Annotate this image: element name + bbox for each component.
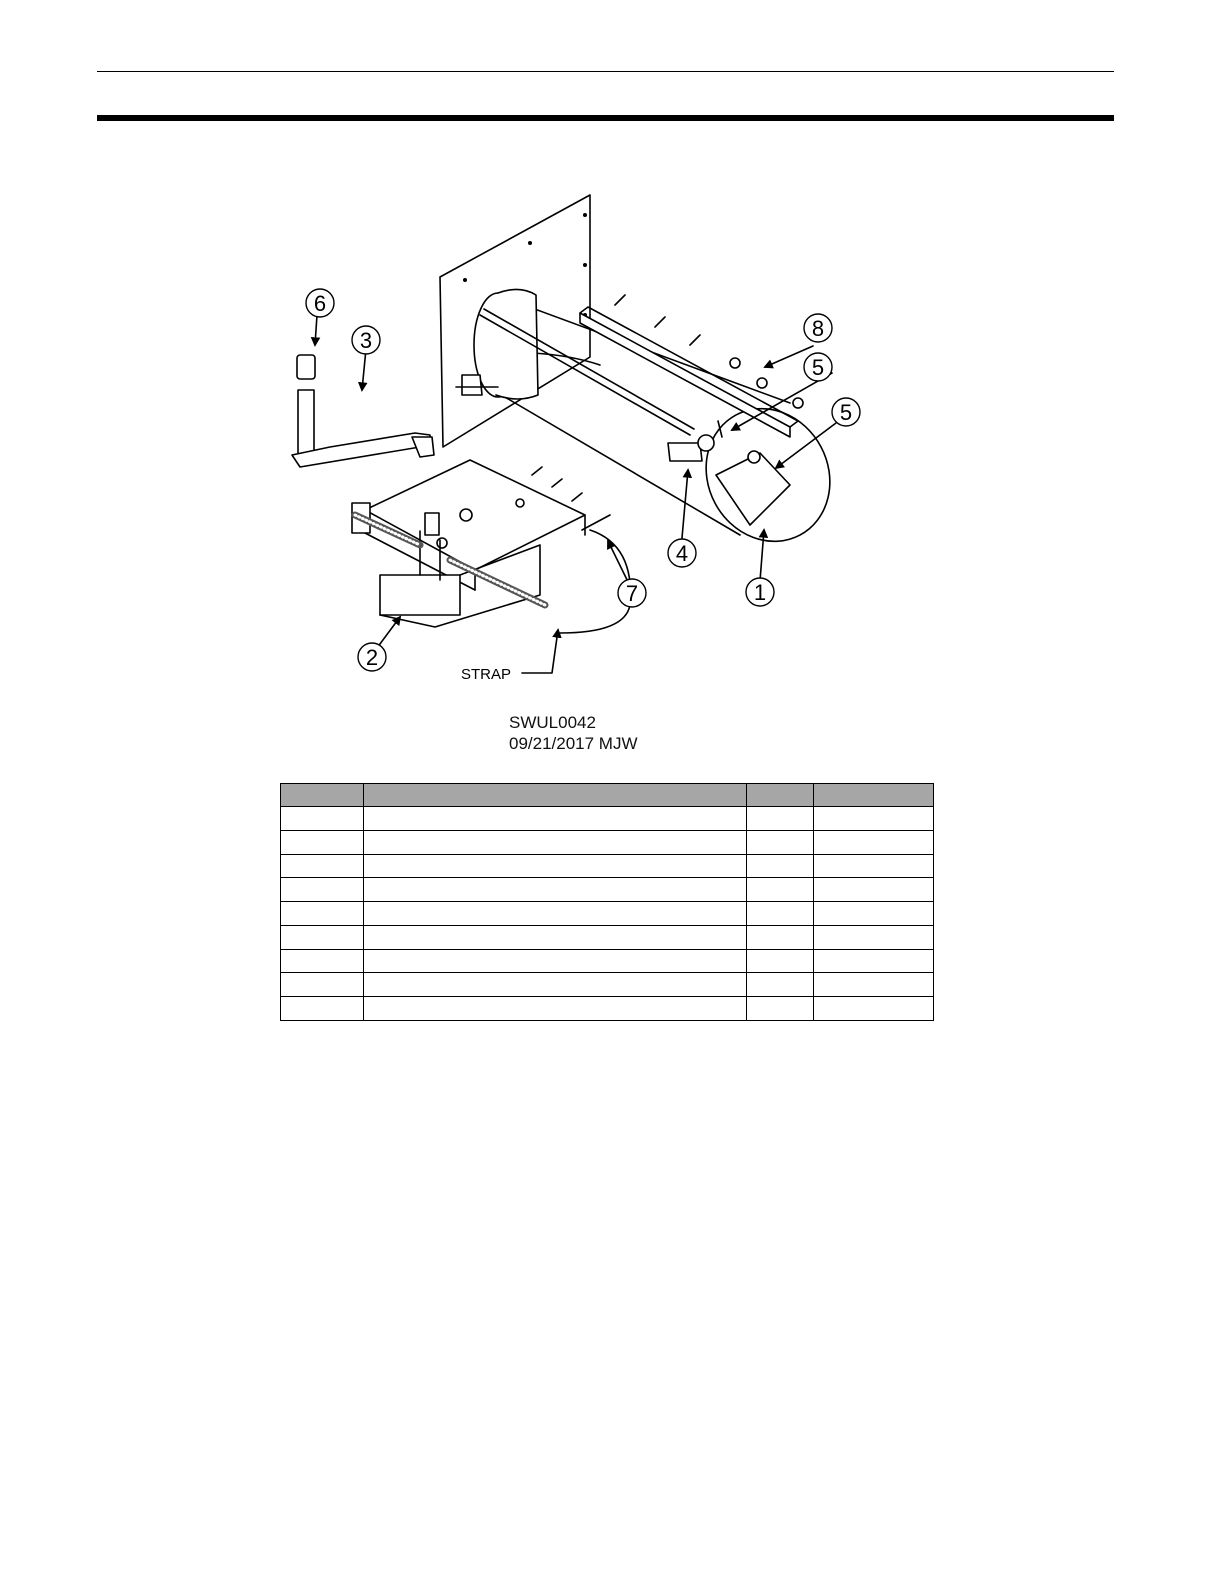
table-cell <box>364 854 747 878</box>
callout-3 <box>352 326 380 354</box>
assembly-svg <box>270 185 910 690</box>
table-cell <box>281 854 364 878</box>
table-cell <box>747 997 814 1021</box>
cap-part-6 <box>297 355 315 379</box>
table-cell <box>747 925 814 949</box>
header-rule-thick <box>97 115 1114 121</box>
table-cell <box>814 925 934 949</box>
table-cell <box>747 830 814 854</box>
strap-label: STRAP <box>461 666 512 683</box>
top-rail <box>580 313 790 437</box>
table-cell <box>747 807 814 831</box>
table-cell <box>814 997 934 1021</box>
header-rule-thin <box>97 71 1114 72</box>
header-cell <box>364 784 747 807</box>
callout-6 <box>306 289 334 317</box>
header-cell <box>281 784 364 807</box>
table-cell <box>814 830 934 854</box>
table-cell <box>364 830 747 854</box>
bracket-part-4 <box>668 443 702 461</box>
table-cell <box>364 878 747 902</box>
strap-arc <box>560 530 631 633</box>
callout-5a <box>804 353 832 381</box>
table-cell <box>364 949 747 973</box>
callout-5b <box>832 398 860 426</box>
table-cell <box>281 902 364 926</box>
table-cell <box>281 925 364 949</box>
table-cell <box>814 807 934 831</box>
callout-8 <box>804 314 832 342</box>
callout-6-label: 6 <box>313 291 327 316</box>
table-cell <box>364 902 747 926</box>
header-cell <box>814 784 934 807</box>
table-cell <box>281 807 364 831</box>
table-cell <box>364 997 747 1021</box>
parts-table-header-row <box>281 784 934 807</box>
table-cell <box>364 973 747 997</box>
drive-unit-part-2 <box>365 460 585 570</box>
table-cell <box>747 902 814 926</box>
table-row <box>281 997 934 1021</box>
table-cell <box>281 878 364 902</box>
callout-5b-label: 5 <box>839 400 853 425</box>
parts-table <box>280 783 934 1021</box>
callout-7-label: 7 <box>625 581 639 606</box>
table-cell <box>814 973 934 997</box>
exploded-assembly-drawing <box>270 185 910 690</box>
callout-3-label: 3 <box>359 328 373 353</box>
drawing-date-author: 09/21/2017 MJW <box>509 734 638 753</box>
callout-4-label: 4 <box>675 541 689 566</box>
table-row <box>281 830 934 854</box>
table-cell <box>814 878 934 902</box>
table-cell <box>747 854 814 878</box>
callout-1-label: 1 <box>753 580 767 605</box>
table-cell <box>281 949 364 973</box>
header-cell <box>747 784 814 807</box>
table-cell <box>281 830 364 854</box>
table-cell <box>747 973 814 997</box>
callout-2 <box>358 643 386 671</box>
table-cell <box>747 878 814 902</box>
table-cell <box>281 997 364 1021</box>
callout-1 <box>746 578 774 606</box>
table-cell <box>364 807 747 831</box>
drawing-id-block <box>509 712 638 754</box>
table-cell <box>281 973 364 997</box>
table-row <box>281 878 934 902</box>
callout-8-label: 8 <box>811 316 825 341</box>
drawing-number: SWUL0042 <box>509 713 596 732</box>
table-row <box>281 925 934 949</box>
callout-7 <box>618 579 646 607</box>
table-cell <box>364 925 747 949</box>
table-row <box>281 902 934 926</box>
callout-4 <box>668 539 696 567</box>
table-cell <box>814 949 934 973</box>
table-row <box>281 949 934 973</box>
table-row <box>281 807 934 831</box>
table-cell <box>747 949 814 973</box>
table-cell <box>814 854 934 878</box>
callout-5a-label: 5 <box>811 355 825 380</box>
table-row <box>281 854 934 878</box>
callout-2-label: 2 <box>365 645 379 670</box>
table-row <box>281 973 934 997</box>
table-cell <box>814 902 934 926</box>
